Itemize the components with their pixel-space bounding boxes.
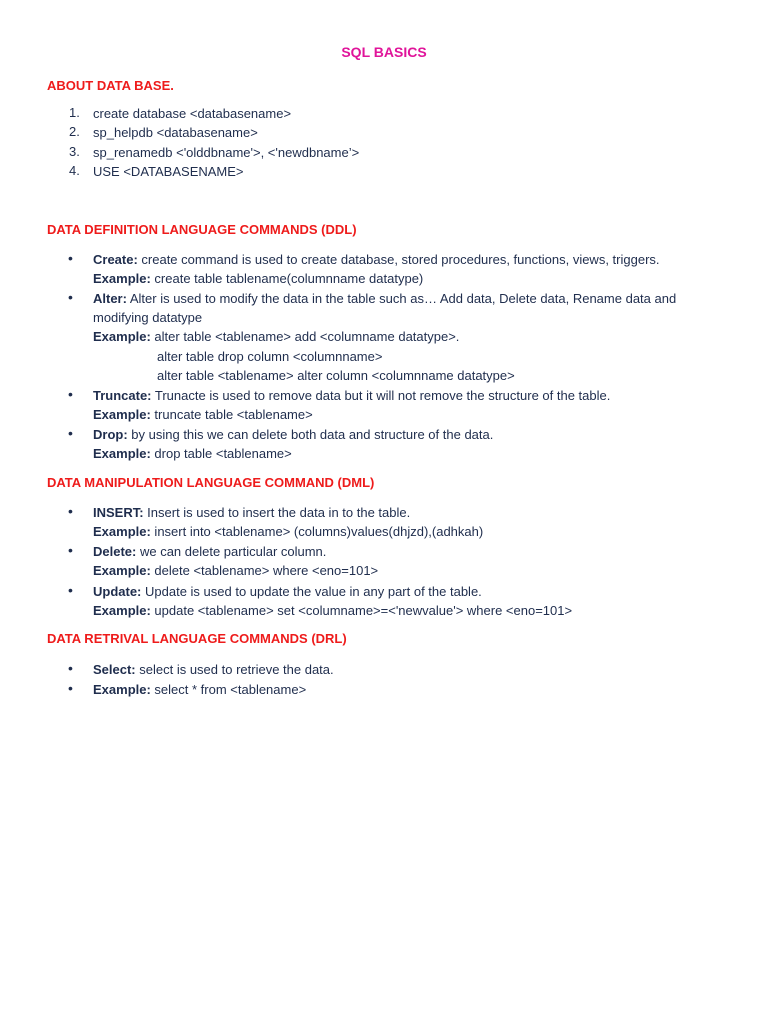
dml-update-example [93, 601, 572, 620]
ddl-alter-line [93, 289, 676, 308]
example-label: Example: [93, 329, 151, 344]
term-label: Create: [93, 252, 138, 267]
dml-delete-example [93, 561, 378, 580]
list-number: 4. [69, 163, 80, 178]
bullet-icon: • [68, 582, 73, 598]
example-text: truncate table <tablename> [150, 407, 313, 422]
example-text: select * from <tablename> [150, 682, 307, 697]
bullet-icon: • [68, 660, 73, 676]
dml-update-line [93, 582, 482, 601]
term-text: Insert is used to insert the data in to the table. [143, 505, 411, 520]
term-text: by using this we can delete both data and structure of the data. [127, 427, 494, 442]
term-label: Truncate: [93, 388, 152, 403]
example-text: insert into <tablename> (columns)values(dhjzd),(adhkah) [150, 524, 484, 539]
bullet-icon: • [68, 250, 73, 266]
page-title: SQL BASICS [341, 44, 427, 60]
term-text: Alter is used to modify the data in the table such as… Add data, Delete data, Rename data and [126, 291, 677, 306]
ddl-truncate-example [93, 405, 313, 424]
list-number: 2. [69, 124, 80, 139]
example-text: delete <tablename> where <eno=101> [150, 563, 379, 578]
list-item: sp_helpdb <databasename> [93, 125, 258, 140]
bullet-icon: • [68, 503, 73, 519]
list-item: USE <DATABASENAME> [93, 164, 244, 179]
ddl-create-line [93, 250, 660, 269]
term-label: Drop: [93, 427, 128, 442]
example-text: alter table <tablename> add <columname datatype>. [150, 329, 460, 344]
ddl-create-example [93, 269, 423, 288]
term-label: Delete: [93, 544, 137, 559]
section-heading-ddl: DATA DEFINITION LANGUAGE COMMANDS (DDL) [47, 222, 357, 237]
list-item: sp_renamedb <'olddbname'>, <'newdbname’> [93, 145, 360, 160]
term-text: create command is used to create database, stored procedures, functions, views, triggers. [137, 252, 660, 267]
list-number: 1. [69, 105, 80, 120]
section-heading-drl: DATA RETRIVAL LANGUAGE COMMANDS (DRL) [47, 631, 347, 646]
term-label: Alter: [93, 291, 127, 306]
bullet-icon: • [68, 289, 73, 305]
example-label: Example: [93, 446, 151, 461]
ddl-alter-example-2: alter table drop column <columnname> [157, 349, 383, 364]
ddl-drop-line [93, 425, 493, 444]
example-label: Example: [93, 271, 151, 286]
example-label: Example: [93, 603, 151, 618]
dml-insert-line [93, 503, 410, 522]
example-text: update <tablename> set <columname>=<'newvalue'> where <eno=101> [150, 603, 573, 618]
drl-select-line [93, 660, 334, 679]
term-text: select is used to retrieve the data. [135, 662, 334, 677]
dml-delete-line [93, 542, 326, 561]
example-label: Example: [93, 407, 151, 422]
ddl-drop-example [93, 444, 292, 463]
list-number: 3. [69, 144, 80, 159]
ddl-alter-example-3: alter table <tablename> alter column <columnname datatype> [157, 368, 515, 383]
section-heading-dml: DATA MANIPULATION LANGUAGE COMMAND (DML) [47, 475, 375, 490]
example-text: drop table <tablename> [150, 446, 292, 461]
term-label: INSERT: [93, 505, 144, 520]
ddl-alter-example [93, 327, 459, 346]
ddl-truncate-line [93, 386, 610, 405]
bullet-icon: • [68, 542, 73, 558]
bullet-icon: • [68, 425, 73, 441]
bullet-icon: • [68, 386, 73, 402]
example-label: Example: [93, 563, 151, 578]
term-text: Trunacte is used to remove data but it will not remove the structure of the table. [151, 388, 611, 403]
section-heading-about: ABOUT DATA BASE. [47, 78, 174, 93]
bullet-icon: • [68, 680, 73, 696]
drl-example-line [93, 680, 306, 699]
example-label: Example: [93, 682, 151, 697]
dml-insert-example [93, 522, 483, 541]
term-label: Select: [93, 662, 136, 677]
term-text: Update is used to update the value in any part of the table. [141, 584, 482, 599]
example-text: create table tablename(columnname datatype) [150, 271, 424, 286]
term-text: we can delete particular column. [136, 544, 327, 559]
term-label: Update: [93, 584, 142, 599]
ddl-alter-line-cont: modifying datatype [93, 310, 203, 325]
example-label: Example: [93, 524, 151, 539]
list-item: create database <databasename> [93, 106, 292, 121]
